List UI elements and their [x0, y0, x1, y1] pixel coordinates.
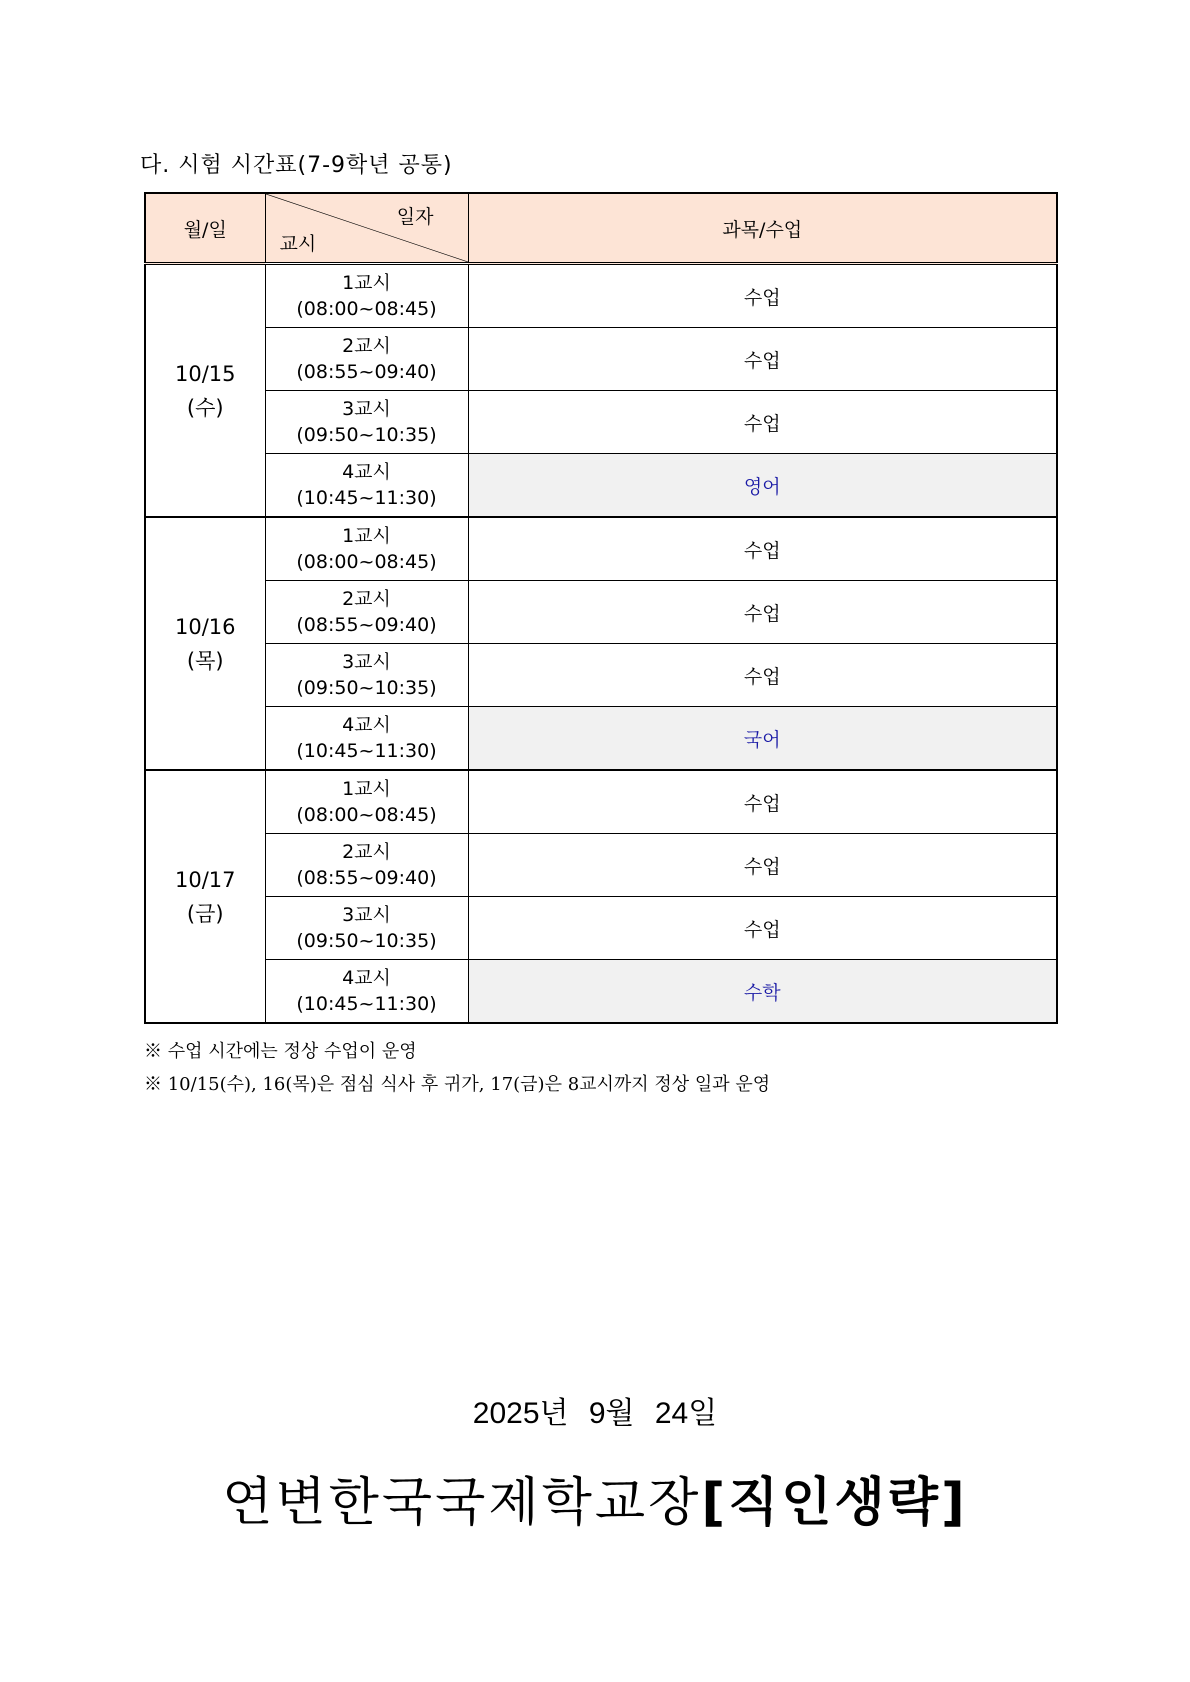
period-cell [265, 707, 468, 771]
school-principal: 연변한국국제학교장 [222, 1473, 702, 1533]
table-row [145, 897, 1057, 960]
exam-subject-cell: 수학 [468, 960, 1057, 1024]
period-name: 1교시 [342, 778, 391, 800]
period-cell [265, 644, 468, 707]
period-time: (08:55~09:40) [296, 614, 437, 636]
note-item: ※ 수업 시간에는 정상 수업이 운영 [144, 1041, 417, 1062]
notes [144, 1035, 770, 1101]
table-row [145, 517, 1057, 581]
table-row [145, 264, 1057, 328]
header-subject: 과목/수업 [468, 193, 1057, 264]
period-time: (08:55~09:40) [296, 867, 437, 889]
period-name: 2교시 [342, 588, 391, 610]
period-time: (08:55~09:40) [296, 361, 437, 383]
header-date: 월/일 [145, 193, 265, 264]
class-cell: 수업 [468, 581, 1057, 644]
date-cell [145, 264, 265, 518]
period-time: (08:00~08:45) [296, 298, 437, 320]
period-cell [265, 897, 468, 960]
table-row [145, 834, 1057, 897]
class-cell: 수업 [468, 391, 1057, 454]
signature-line [0, 1460, 1190, 1535]
period-time: (10:45~11:30) [296, 487, 437, 509]
date-value: 10/16 [174, 614, 236, 639]
table-row [145, 707, 1057, 771]
period-time: (10:45~11:30) [296, 740, 437, 762]
table-row [145, 581, 1057, 644]
date-value: 10/15 [174, 361, 236, 386]
period-time: (09:50~10:35) [296, 424, 437, 446]
class-cell: 수업 [468, 328, 1057, 391]
period-name: 3교시 [342, 398, 391, 420]
period-cell [265, 328, 468, 391]
table-row [145, 960, 1057, 1024]
date-value: 10/17 [174, 867, 236, 892]
period-cell [265, 960, 468, 1024]
table-header-row [145, 193, 1057, 264]
date-cell [145, 517, 265, 770]
exam-schedule-table [144, 192, 1058, 1024]
period-time: (09:50~10:35) [296, 930, 437, 952]
table-row [145, 454, 1057, 518]
period-name: 3교시 [342, 651, 391, 673]
header-period-label: 교시 [279, 233, 317, 255]
date-cell [145, 770, 265, 1023]
issue-date: 2025년 9월 24일 [472, 1397, 718, 1430]
period-cell [265, 391, 468, 454]
period-name: 1교시 [342, 272, 391, 294]
weekday-value: (금) [186, 901, 224, 926]
header-diagonal-cell [265, 193, 468, 264]
period-name: 3교시 [342, 904, 391, 926]
note-item: ※ 10/15(수), 16(목)은 점심 식사 후 귀가, 17(금)은 8교시까지 정상 일과 운영 [144, 1074, 771, 1095]
period-time: (08:00~08:45) [296, 804, 437, 826]
class-cell: 수업 [468, 770, 1057, 834]
class-cell: 수업 [468, 644, 1057, 707]
seal-omitted: [직인생략] [701, 1473, 968, 1533]
period-cell [265, 454, 468, 518]
period-name: 4교시 [342, 967, 391, 989]
weekday-value: (수) [186, 395, 224, 420]
period-name: 4교시 [342, 461, 391, 483]
period-cell [265, 264, 468, 328]
class-cell: 수업 [468, 897, 1057, 960]
header-day-label: 일자 [396, 206, 434, 228]
table-row [145, 328, 1057, 391]
table-row [145, 770, 1057, 834]
period-name: 1교시 [342, 525, 391, 547]
period-name: 4교시 [342, 714, 391, 736]
class-cell: 수업 [468, 517, 1057, 581]
period-cell [265, 581, 468, 644]
table-row [145, 644, 1057, 707]
period-name: 2교시 [342, 335, 391, 357]
period-cell [265, 834, 468, 897]
class-cell: 수업 [468, 834, 1057, 897]
period-cell [265, 770, 468, 834]
exam-subject-cell: 국어 [468, 707, 1057, 771]
section-title: 다. 시험 시간표(7-9학년 공통) [140, 153, 453, 178]
table-row [145, 391, 1057, 454]
class-cell: 수업 [468, 264, 1057, 328]
period-time: (10:45~11:30) [296, 993, 437, 1015]
exam-subject-cell: 영어 [468, 454, 1057, 518]
period-time: (08:00~08:45) [296, 551, 437, 573]
weekday-value: (목) [186, 648, 224, 673]
period-cell [265, 517, 468, 581]
period-name: 2교시 [342, 841, 391, 863]
period-time: (09:50~10:35) [296, 677, 437, 699]
